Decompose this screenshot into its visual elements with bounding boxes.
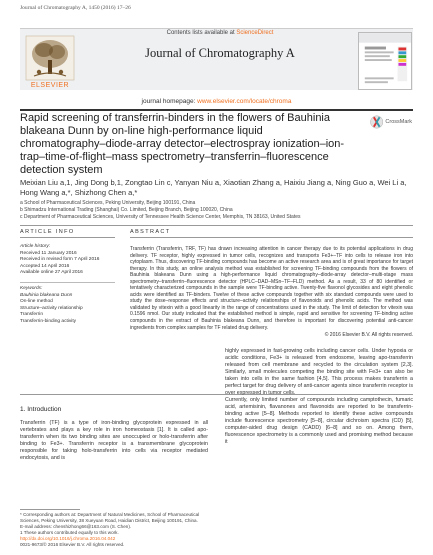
keywords-rule [20,282,115,283]
journal-cover-thumbnail[interactable] [358,32,412,90]
journal-homepage-line [20,98,413,111]
contents-line [120,30,320,36]
keyword-item: Bauhinia blakeana Dunn [20,292,73,298]
history-revised: Received in revised form 7 April 2016 [20,257,100,263]
crossmark-icon [370,115,383,129]
crossmark-badge[interactable] [370,114,412,130]
abstract-text: Transferrin (Transferrin, TRF, TF) has drawn increasing attention in cancer therapy due to its potential applications in drug delivery. TF receptor, highly expressed in tumor cells, recognizes and transports Fe3+–TF into cells to release iron into cytoplasm. Thus, discovering TF-binding compounds has become an active research area and is of great importance for target therapy. In this study, an online analysis method was established for screening TF-binding compounds from the flowers of Bauhinia blakeana Dunn using a high-performance liquid chromatography–diode-array detector–multi-stage mass spectrometry–transferrin–fluorescence detector (HPLC–DAD–MSn–TF–FLD) method. As a result, 33 of 80 identified or tentatively characterized compounds in the sample were TF-binding active. Twenty-five flavonol glycosides and eight phenolic acids were identified as TF-binders. Twelve of these active compounds together with six standard compounds were used to study the dose–response effects and structure–activity relationships of flavonoids and phenolic acids. The method was validated by vitexin with a good linearity in the range of concentrations used in the study. The limit of detection for vitexin was 0.1596 nmol. Our study indicated that the established method is simple, rapid and sensitive for screening TF-binding active compounds in the extract of Bauhinia blakeana Dunn, and therefore is important for discovering potential anti-cancer ingredients from complex samples for TF related drug delivery. [130,246,413,331]
keyword-item: Transferrin [20,312,44,318]
affiliation-b: b Shimadzu International Trading (Shanghai) Co. Limited, Beijing Branch, Beijing 100020, China [20,207,233,213]
history-accepted: Accepted 14 April 2016 [20,263,70,269]
footnote-rule [20,509,80,510]
intro-left-column: Transferrin (TF) is a type of iron-binding glycoprotein expressed in all vertebrates and plays a key role in iron homeostasis [1]. It is called apo-transferrin when its two binding sites are unoccupied or holo-transferrin after binding to Fe3+. Transferrin receptor is a transmembrane glycoprotein responsible for taking holo-transferrin into cells via receptor mediated endocytosis, and is [20,420,208,461]
keyword-item: On-line method [20,299,53,305]
article-title: Rapid screening of transferrin-binders in the flowers of Bauhinia blakeana Dunn by on-line high-performance liquid chromatography–diode-array detector–electrospray ionization–ion-trap–time-of-flight–mass spectrometry–transferrin–fluorescence detection system [20,112,345,176]
section-divider [20,225,413,226]
abstract-heading: ABSTRACT [130,229,171,235]
sciencedirect-link[interactable]: ScienceDirect [236,30,274,36]
history-received: Received 11 January 2016 [20,250,77,256]
elsevier-tree-logo [20,34,80,84]
issn-line: 0021-9673/© 2016 Elsevier B.V. All rights reserved. [20,542,125,547]
affiliation-c: c Department of Pharmaceutical Sciences, University of Tennessee Health Science Center, Memphis, TN 38163, United States [20,214,301,220]
keyword-item: Structure–activity relationship [20,305,83,311]
section-heading-introduction: 1. Introduction [20,406,62,413]
affiliations [20,200,413,221]
footnote-corresponding: * Corresponding authors at: Department of Natural Medicines, School of Pharmaceutical Sciences, Peking University, 38 Xueyuan Road, Haidian District, Beijing 100191, China. [20,512,200,523]
history-online: Available online 27 April 2016 [20,270,83,276]
affiliation-a: a School of Pharmaceutical Sciences, Peking University, Beijing 100191, China [20,200,196,206]
abstract-panel [130,240,413,338]
journal-citation: Journal of Chromatography A, 1450 (2016) 17–26 [20,5,131,11]
article-info-heading: ARTICLE INFO [20,229,75,235]
footnotes [20,512,208,548]
homepage-prefix: journal homepage: [141,98,198,105]
keyword-item: Transferrin-binding activity [20,318,77,324]
article-info-rule [20,237,115,238]
copyright-notice: © 2016 Elsevier B.V. All rights reserved. [324,332,413,339]
author-list: Meixian Liu a,1, Jing Dong b,1, Zongtao Lin c, Yanyan Niu a, Xiaotian Zhang a, Haixiu Jiang a, Ning Guo a, Wei Li a, Hong Wang a,*, Shizhong Chen a,* [20,178,407,197]
article-info-panel [20,240,115,326]
crossmark-label: CrossMark [385,119,412,125]
abstract-rule [130,237,413,238]
keywords-label: Keywords: [20,285,43,291]
homepage-url-link[interactable]: www.elsevier.com/locate/chroma [197,98,292,105]
contents-prefix: Contents lists available at [166,30,237,36]
history-label: Article history: [20,244,51,249]
doi-link[interactable]: http://dx.doi.org/10.1016/j.chroma.2016.04.042 [20,536,116,541]
intro-right-column: highly expressed in fast-growing cells including cancer cells. Under hypoxia or acidic conditions, Fe3+ is released from endosome, leaving apo-transferrin released from cell membrane and recycled to the circulation system [2,3]. Similarly, small molecules competing the binding site with Fe3+ can also be taken into cells in the same fashion [4,5]. This process makes transferrin a perfect target for drug delivery of anti-cancer agents since transferrin receptor is over expressed in tumor cells. Currently, only limited number of compounds including camptothecin, fumaric acid, artemisinin, flavanones and flavonoids are reported to be transferrin-binding active [5–8]. Methods reported to identify these active compounds include fluorescence spectrometry [5–8], circular dichroism spectra (CD) [5], computer-aided drug design (CADD) [6–8] and so on. Among them, fluorescence spectrometry is a commonly used and promising method because it [225,348,413,445]
footnote-equal-contribution: 1 These authors contributed equally to this work. [20,530,119,535]
footnote-email[interactable]: E-mail address: chenshizhong66@163.com (S. Chen). [20,524,132,529]
publisher-name: ELSEVIER [30,82,70,89]
journal-title[interactable]: Journal of Chromatography A [145,46,295,60]
